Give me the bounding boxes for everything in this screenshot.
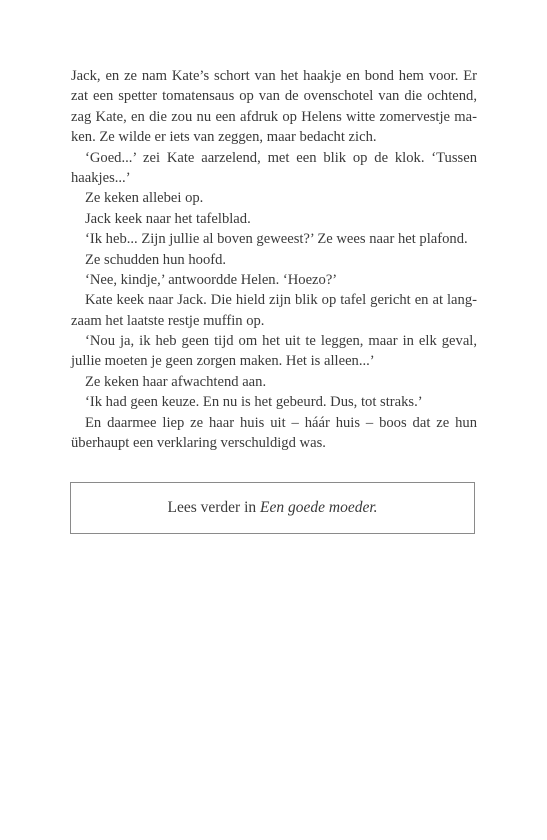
text-line: Ze keken allebei op. [85, 190, 204, 207]
text-line: En daarmee liep ze haar huis uit – háár huis – boos dat ze hun [85, 414, 477, 431]
text-line: Jack, en ze nam Kate’s schort van het haakje en bond hem voor. Er [71, 68, 477, 84]
text-line: zat een spetter tomatensaus op van de ovenschotel van die ochtend, [71, 88, 477, 105]
text-line: jullie moeten je geen zorgen maken. Het is alleen...’ [71, 353, 375, 370]
text-line: Kate keek naar Jack. Die hield zijn blik op tafel gericht en at lang- [85, 292, 477, 309]
text-line: zaam het laatste restje muffin op. [71, 312, 265, 329]
text-line: Ze schudden hun hoofd. [85, 251, 227, 268]
book-title: Een goede moeder. [260, 499, 378, 516]
text-line: ‘Ik had geen keuze. En nu is het gebeurd. Dus, tot straks.’ [85, 394, 423, 411]
text-line: ‘Goed...’ zei Kate aarzelend, met een blik op de klok. ‘Tussen [85, 149, 477, 166]
read-more-box [70, 482, 475, 534]
read-more-prefix: Lees verder in [167, 499, 261, 516]
story-text [71, 66, 477, 453]
text-line: ‘Nou ja, ik heb geen tijd om het uit te leggen, maar in elk geval, [85, 333, 477, 350]
text-line: Jack keek naar het tafelblad. [85, 210, 251, 227]
text-line: Ze keken haar afwachtend aan. [85, 373, 267, 390]
text-line: überhaupt een verklaring verschuldigd was. [71, 435, 326, 452]
text-line: zag Kate, en die zou nu een afdruk op Helens witte zomervestje ma- [71, 108, 477, 125]
text-line: ‘Nee, kindje,’ antwoordde Helen. ‘Hoezo?’ [85, 271, 338, 288]
text-line: ‘Ik heb... Zijn jullie al boven geweest?’ Ze wees naar het plafond. [85, 231, 468, 248]
text-line: haakjes...’ [71, 169, 131, 186]
text-line: ken. Ze wilde er iets van zeggen, maar bedacht zich. [71, 129, 377, 146]
